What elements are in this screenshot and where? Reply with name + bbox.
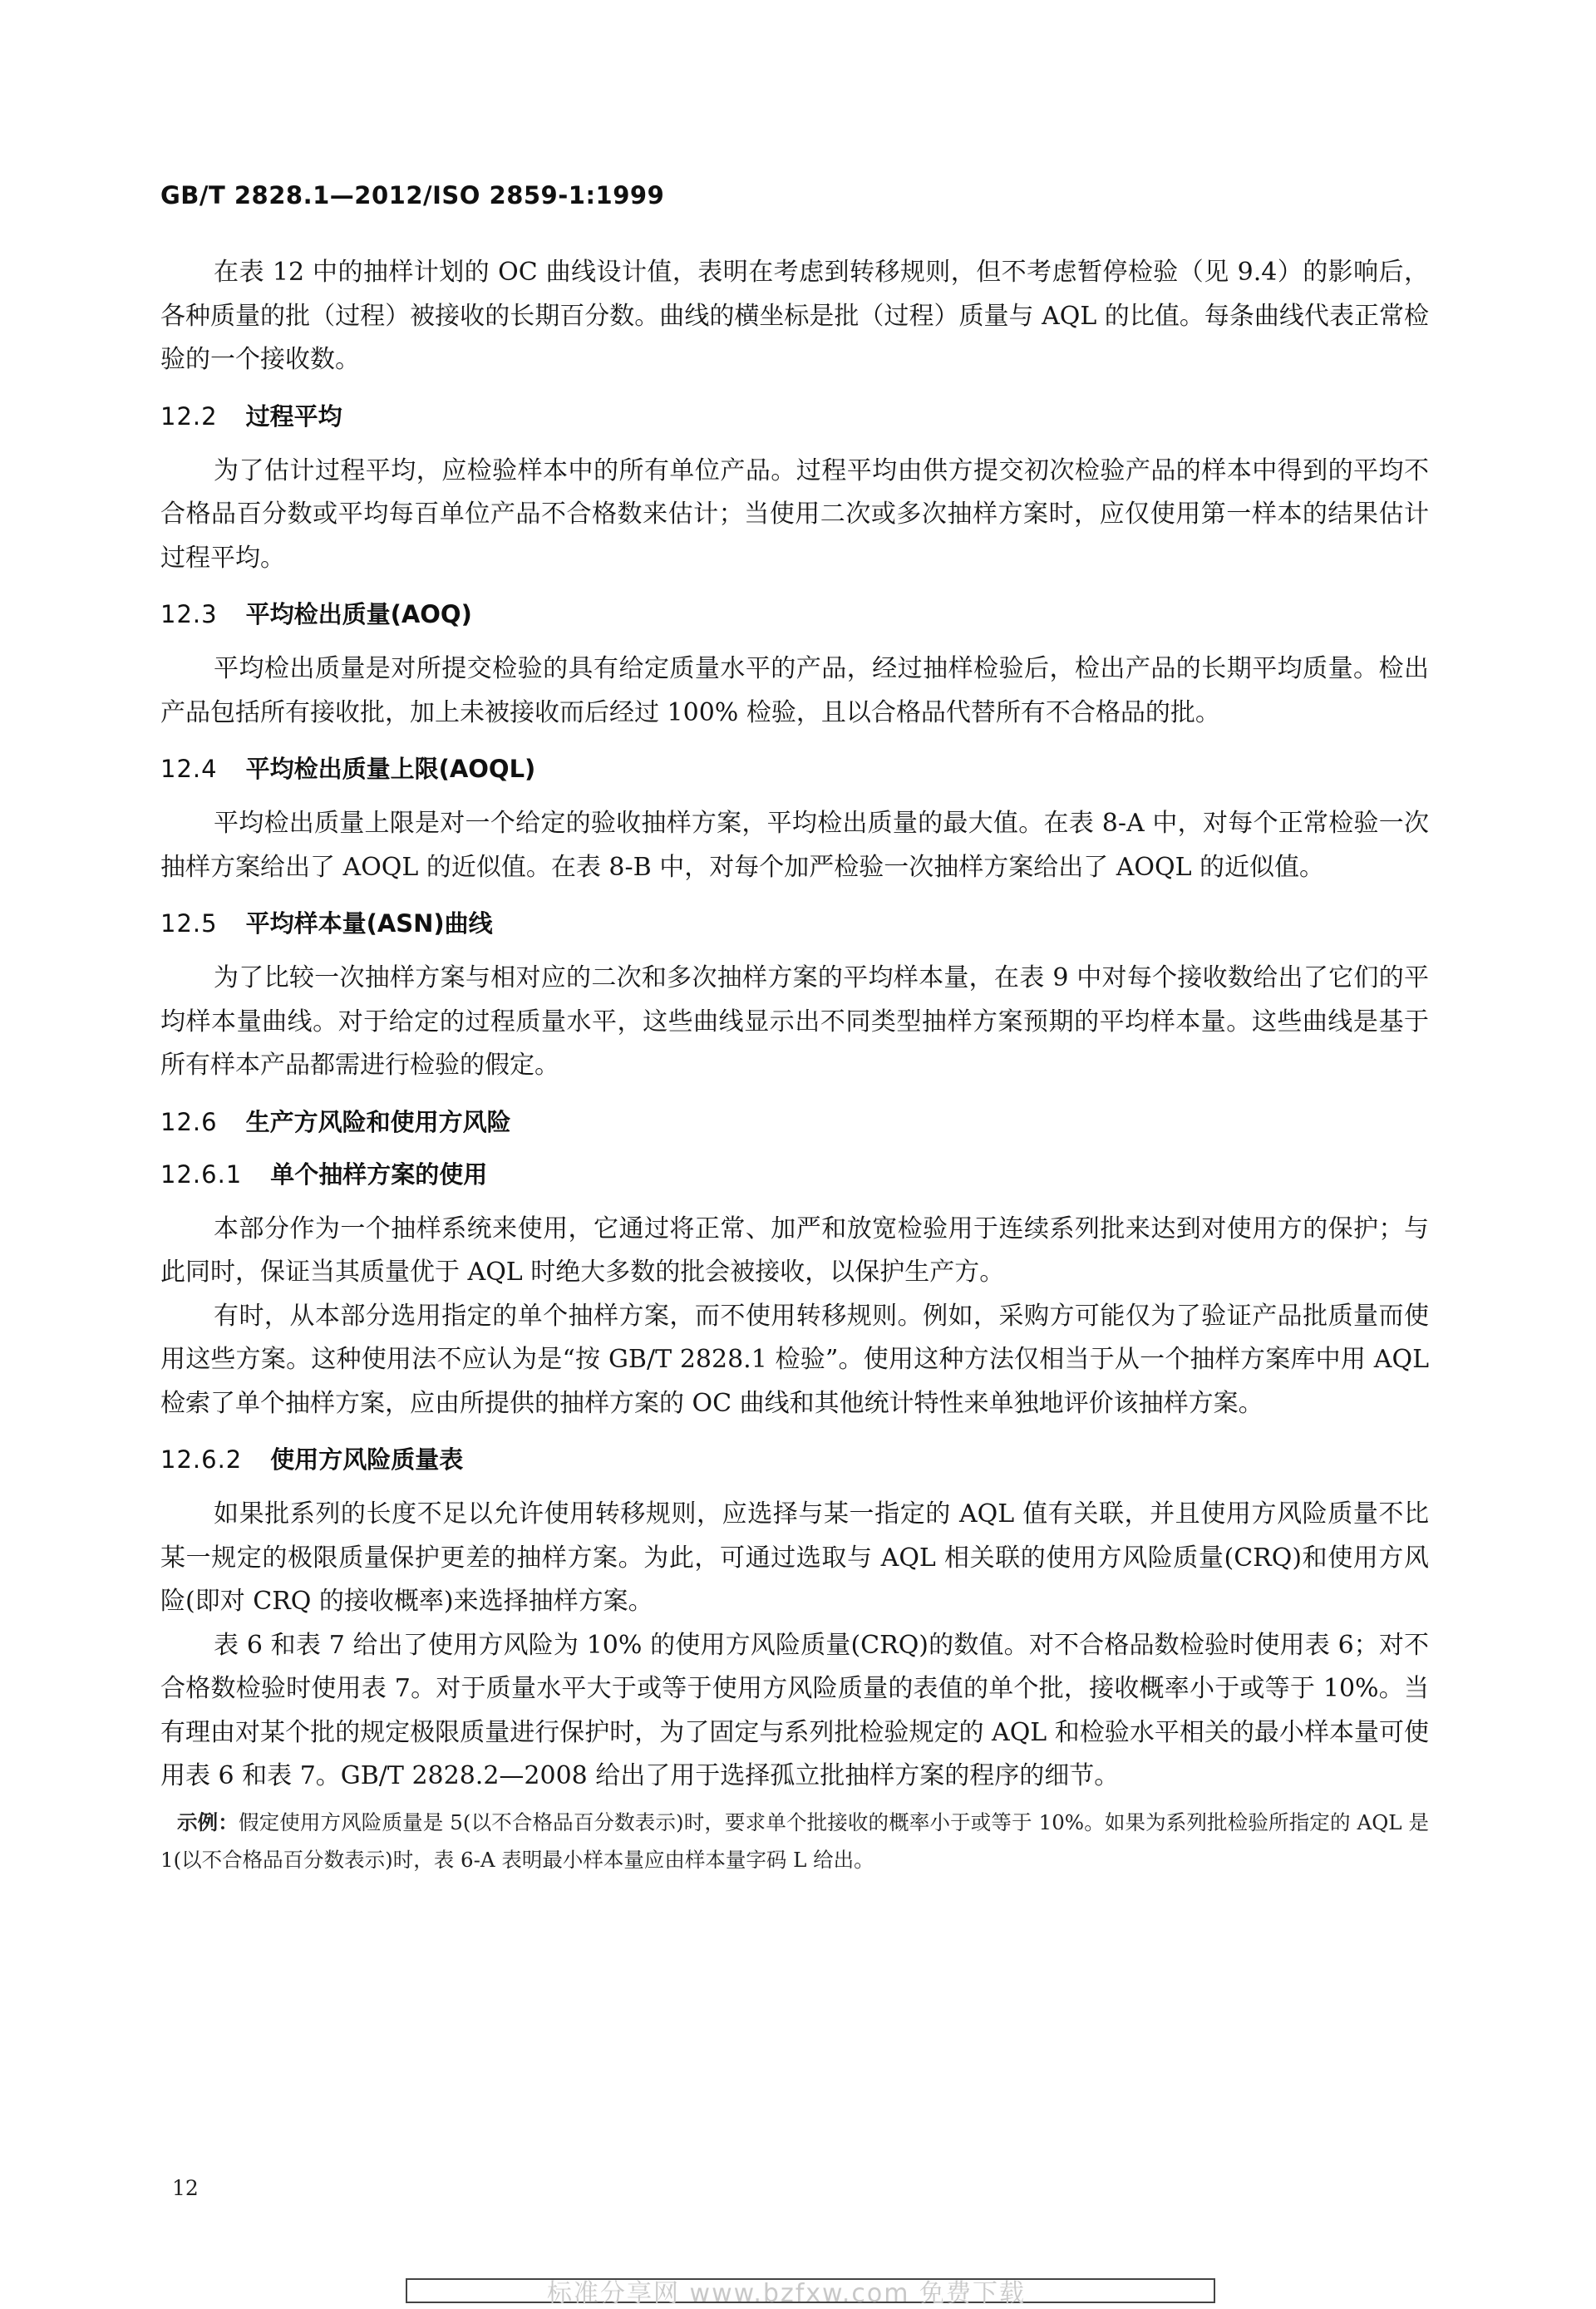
section-number: 12.6 bbox=[160, 1107, 218, 1136]
section-heading-12-3 bbox=[160, 596, 1429, 633]
example-note bbox=[160, 1804, 1429, 1878]
intro-paragraph: 在表 12 中的抽样计划的 OC 曲线设计值，表明在考虑到转移规则，但不考虑暂停检验（见 9.4）的影响后，各种质量的批（过程）被接收的长期百分数。曲线的横坐标是批（过程）质量与 AQL 的比值。每条曲线代表正常检验的一个接收数。 bbox=[160, 258, 1429, 374]
section-heading-12-6 bbox=[160, 1104, 1429, 1140]
example-label: 示例： bbox=[177, 1809, 239, 1834]
section-title: 使用方风险质量表 bbox=[270, 1445, 464, 1474]
section-title: 平均检出质量上限(AOQL) bbox=[245, 755, 536, 783]
example-text: 假定使用方风险质量是 5(以不合格品百分数表示)时，要求单个批接收的概率小于或等于 10%。如果为系列批检验所指定的 AQL 是 1(以不合格品百分数表示)时，表 6-A 表明最小样本量应由样本量字码 L 给出。 bbox=[160, 1809, 1429, 1872]
section-title: 平均检出质量(AOQ) bbox=[245, 600, 472, 628]
section-number: 12.6.2 bbox=[160, 1445, 243, 1474]
section-title: 单个抽样方案的使用 bbox=[270, 1159, 488, 1189]
section-heading-12-5 bbox=[160, 905, 1429, 942]
section-number: 12.3 bbox=[160, 600, 218, 628]
section-heading-12-2 bbox=[160, 398, 1429, 435]
page-number: 12 bbox=[172, 2176, 199, 2200]
section-number: 12.4 bbox=[160, 755, 218, 783]
section-title: 平均样本量(ASN)曲线 bbox=[245, 909, 493, 938]
section-12-6-1-paragraph-1: 本部分作为一个抽样系统来使用，它通过将正常、加严和放宽检验用于连续系列批来达到对使用方的保护；与此同时，保证当其质量优于 AQL 时绝大多数的批会被接收，以保护生产方。 bbox=[160, 1214, 1429, 1287]
section-heading-12-4 bbox=[160, 751, 1429, 787]
watermark-text: 标准分享网 www.bzfxw.com 免费下载 bbox=[547, 2279, 1026, 2308]
standard-header: GB/T 2828.1—2012/ISO 2859-1:1999 bbox=[160, 181, 665, 209]
section-12-3-paragraph: 平均检出质量是对所提交检验的具有给定质量水平的产品，经过抽样检验后，检出产品的长期平均质量。检出产品包括所有接收批，加上未被接收而后经过 100% 检验，且以合格品代替所有不合格品的批。 bbox=[160, 654, 1429, 727]
section-12-6-2-paragraph-1: 如果批系列的长度不足以允许使用转移规则，应选择与某一指定的 AQL 值有关联，并且使用方风险质量不比某一规定的极限质量保护更差的抽样方案。为此，可通过选取与 AQL 相关联的使用方风险质量(CRQ)和使用方风险(即对 CRQ 的接收概率)来选择抽样方案。 bbox=[160, 1499, 1429, 1616]
section-12-2-paragraph: 为了估计过程平均，应检验样本中的所有单位产品。过程平均由供方提交初次检验产品的样本中得到的平均不合格品百分数或平均每百单位产品不合格数来估计；当使用二次或多次抽样方案时，应仅使用第一样本的结果估计过程平均。 bbox=[160, 455, 1429, 573]
section-number: 12.6.1 bbox=[160, 1159, 243, 1189]
section-heading-12-6-2 bbox=[160, 1441, 1429, 1478]
section-12-6-1-paragraph-2: 有时，从本部分选用指定的单个抽样方案，而不使用转移规则。例如，采购方可能仅为了验证产品批质量而使用这些方案。这种使用法不应认为是“按 GB/T 2828.1 检验”。使用这种方法仅相当于从一个抽样方案库中用 AQL 检索了单个抽样方案，应由所提供的抽样方案的 OC 曲线和其他统计特性来单独地评价该抽样方案。 bbox=[160, 1301, 1429, 1418]
section-12-4-paragraph: 平均检出质量上限是对一个给定的验收抽样方案，平均检出质量的最大值。在表 8-A 中，对每个正常检验一次抽样方案给出了 AOQL 的近似值。在表 8-B 中，对每个加严检验一次抽样方案给出了 AOQL 的近似值。 bbox=[160, 809, 1429, 882]
section-title: 生产方风险和使用方风险 bbox=[245, 1107, 511, 1136]
section-number: 12.2 bbox=[160, 401, 218, 431]
section-12-5-paragraph: 为了比较一次抽样方案与相对应的二次和多次抽样方案的平均样本量，在表 9 中对每个接收数给出了它们的平均样本量曲线。对于给定的过程质量水平，这些曲线显示出不同类型抽样方案预期的平均样本量。这些曲线是基于所有样本产品都需进行检验的假定。 bbox=[160, 963, 1429, 1080]
section-12-6-2-paragraph-2: 表 6 和表 7 给出了使用方风险为 10% 的使用方风险质量(CRQ)的数值。对不合格品数检验时使用表 6；对不合格数检验时使用表 7。对于质量水平大于或等于使用方风险质量的表值的单个批，接收概率小于或等于 10%。当有理由对某个批的规定极限质量进行保护时，为了固定与系列批检验规定的 AQL 和检验水平相关的最小样本量可使用表 6 和表 7。GB/T 2828.2—2008 给出了用于选择孤立批抽样方案的程序的细节。 bbox=[160, 1630, 1429, 1790]
section-title: 过程平均 bbox=[245, 401, 342, 431]
section-number: 12.5 bbox=[160, 909, 218, 938]
page-body bbox=[160, 251, 1429, 1878]
section-heading-12-6-1 bbox=[160, 1156, 1429, 1193]
